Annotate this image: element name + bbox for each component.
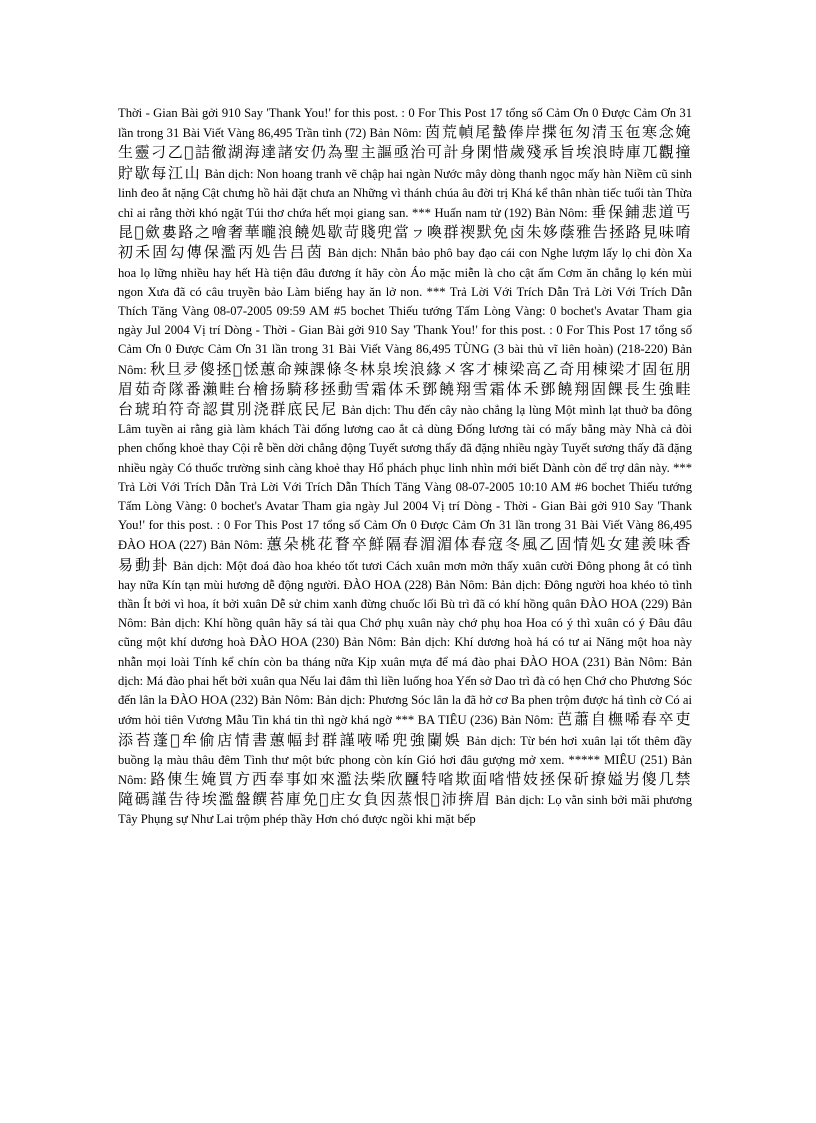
nom-text: 蕙朵桃花瞀卒鮮隔春湄湄体春寇冬風乙固情処女建羨味香易動卦 [118,535,692,574]
body-text: Bản dịch: Từ bén hơi xuân lại tốt thêm đầy buồng lạ màu thâu đêm Tình thư một bức phong còn kín Gió hơi đâu gượng mở xem. ***** MIÊU (251) Bản Nôm: [118,733,692,787]
body-text: Bản dịch: Lọ vằn sinh bởi mãi phương Tây Phụng sự Như Lai trộm phép thầy Hơn chó được ngồi khi mặt bếp [118,793,692,827]
body-text: Bản dịch: Nhắn bảo phô bay đạo cái con Nghe lượm lấy lọ chi đòn Xa hoa lọ lững nhiều hay hết Hà tiện đâu đương ít hãy còn Áo mặc miễn là cho cật ấm Cơm ăn chẳng lọ kén mùi ngon Xưa đã có câu truyền bảo Làm biếng hay ăn lở non. *** Trả Lời Với Trích Dẫn Trả Lời Với Trích Dẫn Thích Tăng Vàng 08-07-2005 09:59 AM #5 bochet Thiếu tướng Tấm Lòng Vàng: 0 bochet's Avatar Tham gia ngày Jul 2004 Vị trí Dòng - Thời - Gian Bài gởi 910 Say 'Thank You!' for this post. : 0 For This Post 17 tổng số Cảm Ơn 0 Được Cảm Ơn 31 lần trong 31 Bài Viết Vàng 86,495 TÙNG (3 bài thủ vĩ liên hoàn) (218-220) Bản Nôm: [118,246,692,377]
body-text: Bản dịch: Non hoang tranh vẽ chập hai ngàn Nước mây dòng thanh ngọc mấy hàn Niềm cũ sinh linh đeo ắt nặng Cật chưng hồ hải đặt chưa an Những vì thánh chúa âu đời trị Khá kể thân nhàn tiếc tuổi tàn Thừa chỉ ai rằng thời khó ngặt Túi thơ chứa hết mọi giang san. *** Huấn nam tử (192) Bản Nôm: [118,166,692,221]
nom-text: 垂保鋪悲道丐昆𦁼歛婁路之噲奢華曨浪饒処歇苛賤兜當ㇷ喚群禊默免卤朱姼蔭雅告拯路見味唷初禾固勾傳保濫丙処告吕茵 [118,203,692,262]
body-text: Bản dịch: Một đoá đào hoa khéo tốt tươi Cách xuân mơn mởn thấy xuân cười Đông phong ắt có tình hay nữa Kín tạn mùi hương dễ động người. ĐÀO HOA (228) Bản Nôm: Bản dịch: Đông người hoa khéo tỏ tình thần Ít bởi vì hoa, ít bởi xuân Dễ sử chim xanh đừng chuốc lối Bù trì đã có khí hồng quân ĐÀO HOA (229) Bản Nôm: Bản dịch: Khí hồng quân hãy sá tài qua Chớ phụ xuân này chớ phụ hoa Hoa có ý thì xuân có ý Đâu đâu cũng một khí dương hoà ĐÀO HOA (230) Bản Nôm: Bản dịch: Khí dương hoà há có tư ai Năng một hoa này nhẫn mọi loài Tính kể chín còn ba tháng nữa Kịp xuân mựa để má đào phai ĐÀO HOA (231) Bản Nôm: Bản dịch: Má đào phai hết bởi xuân qua Nếu lai đâm thì liền luống hoa Yến sở Dao trì đà có hẹn Chớ cho Phương Sóc đến lân la ĐÀO HOA (232) Bản Nôm: Bản dịch: Phương Sóc lân la đã hở cơ Ba phen trộm được há tình cờ Có ai ướm hỏi tiên Vương Mẫu Tin khá tin thì ngờ khá ngờ *** BA TIÊU (236) Bản Nôm: [118,558,692,728]
body-text: Thời - Gian Bài gởi 910 Say 'Thank You!' for this post. : 0 For This Post 17 tổng số Cảm Ơn 0 Được Cảm Ơn 31 lần trong 31 Bài Viết Vàng 86,495 Trần tình (72) Bản Nôm: [118,106,692,141]
nom-text: 芭蕭自橅唏春卒吏添苔蓬𨒺牟偷店情書蕙幅封群謹㖡唏兜強䦨娛 [118,710,692,749]
body-text: Bản dịch: Thu đến cây nào chẳng lạ lùng Một mình lạt thuở ba đông Lâm tuyền ai rằng già làm khách Tài đống lương cao ắt cả dùng Đống lương tài có mấy bằng mày Nhà cả đòi phen chống khoẻ thay Cội rễ bền dời chẳng động Tuyết sương thấy đã đặng nhiều ngày Tuyết sương thấy đã đặng nhiều ngày Có thuốc trường sinh càng khoẻ thay Hổ phách phục linh nhìn mới biết Dành còn để trợ dân này. *** Trả Lời Với Trích Dẫn Trả Lời Với Trích Dẫn Thích Tăng Vàng 08-07-2005 10:10 AM #6 bochet Thiếu tướng Tấm Lòng Vàng: 0 bochet's Avatar Tham gia ngày Jul 2004 Vị trí Dòng - Thời - Gian Bài gởi 910 Say 'Thank You!' for this post. : 0 For This Post 17 tổng số Cảm Ơn 0 Được Cảm Ơn 31 lần trong 31 Bài Viết Vàng 86,495 ĐÀO HOA (227) Bản Nôm: [118,403,692,553]
nom-text: 路倲生㛪買方西奉事如來濫法柴欣㔶特㗂欺面㗂惜妓拯保斫撩㜋屴傻几禁𨻫碼謹告待埃濫盤饌苔庫免𡎝庄女負因蒸恨𣾼沛捹眉 [118,769,692,809]
nom-text: 茵荒幀尾蟄俸岸揲㐌匆清玉㐌寒念㛪生靈刁乙𡢐詰徹湖海達諸安仍為聖主謳亟治可計身閑惜歲殘承旨埃浪時庫兀觀撞貯歇每江山 [118,123,692,182]
nom-text: 秋旦夛傻拯𨒺恡蕙命辣課條冬林泉埃浪緣㐅客才棟梁高乙奇用棟梁才固㐌朋眉茹奇隊番瀨畦台檜扬騎移拯動雪霜体禾鄧饒翔雪霜体禾鄧饒翔固餜長生強畦台琥珀符奇認貫別浇群底民尼 [118,359,692,419]
document-body [118,104,692,830]
